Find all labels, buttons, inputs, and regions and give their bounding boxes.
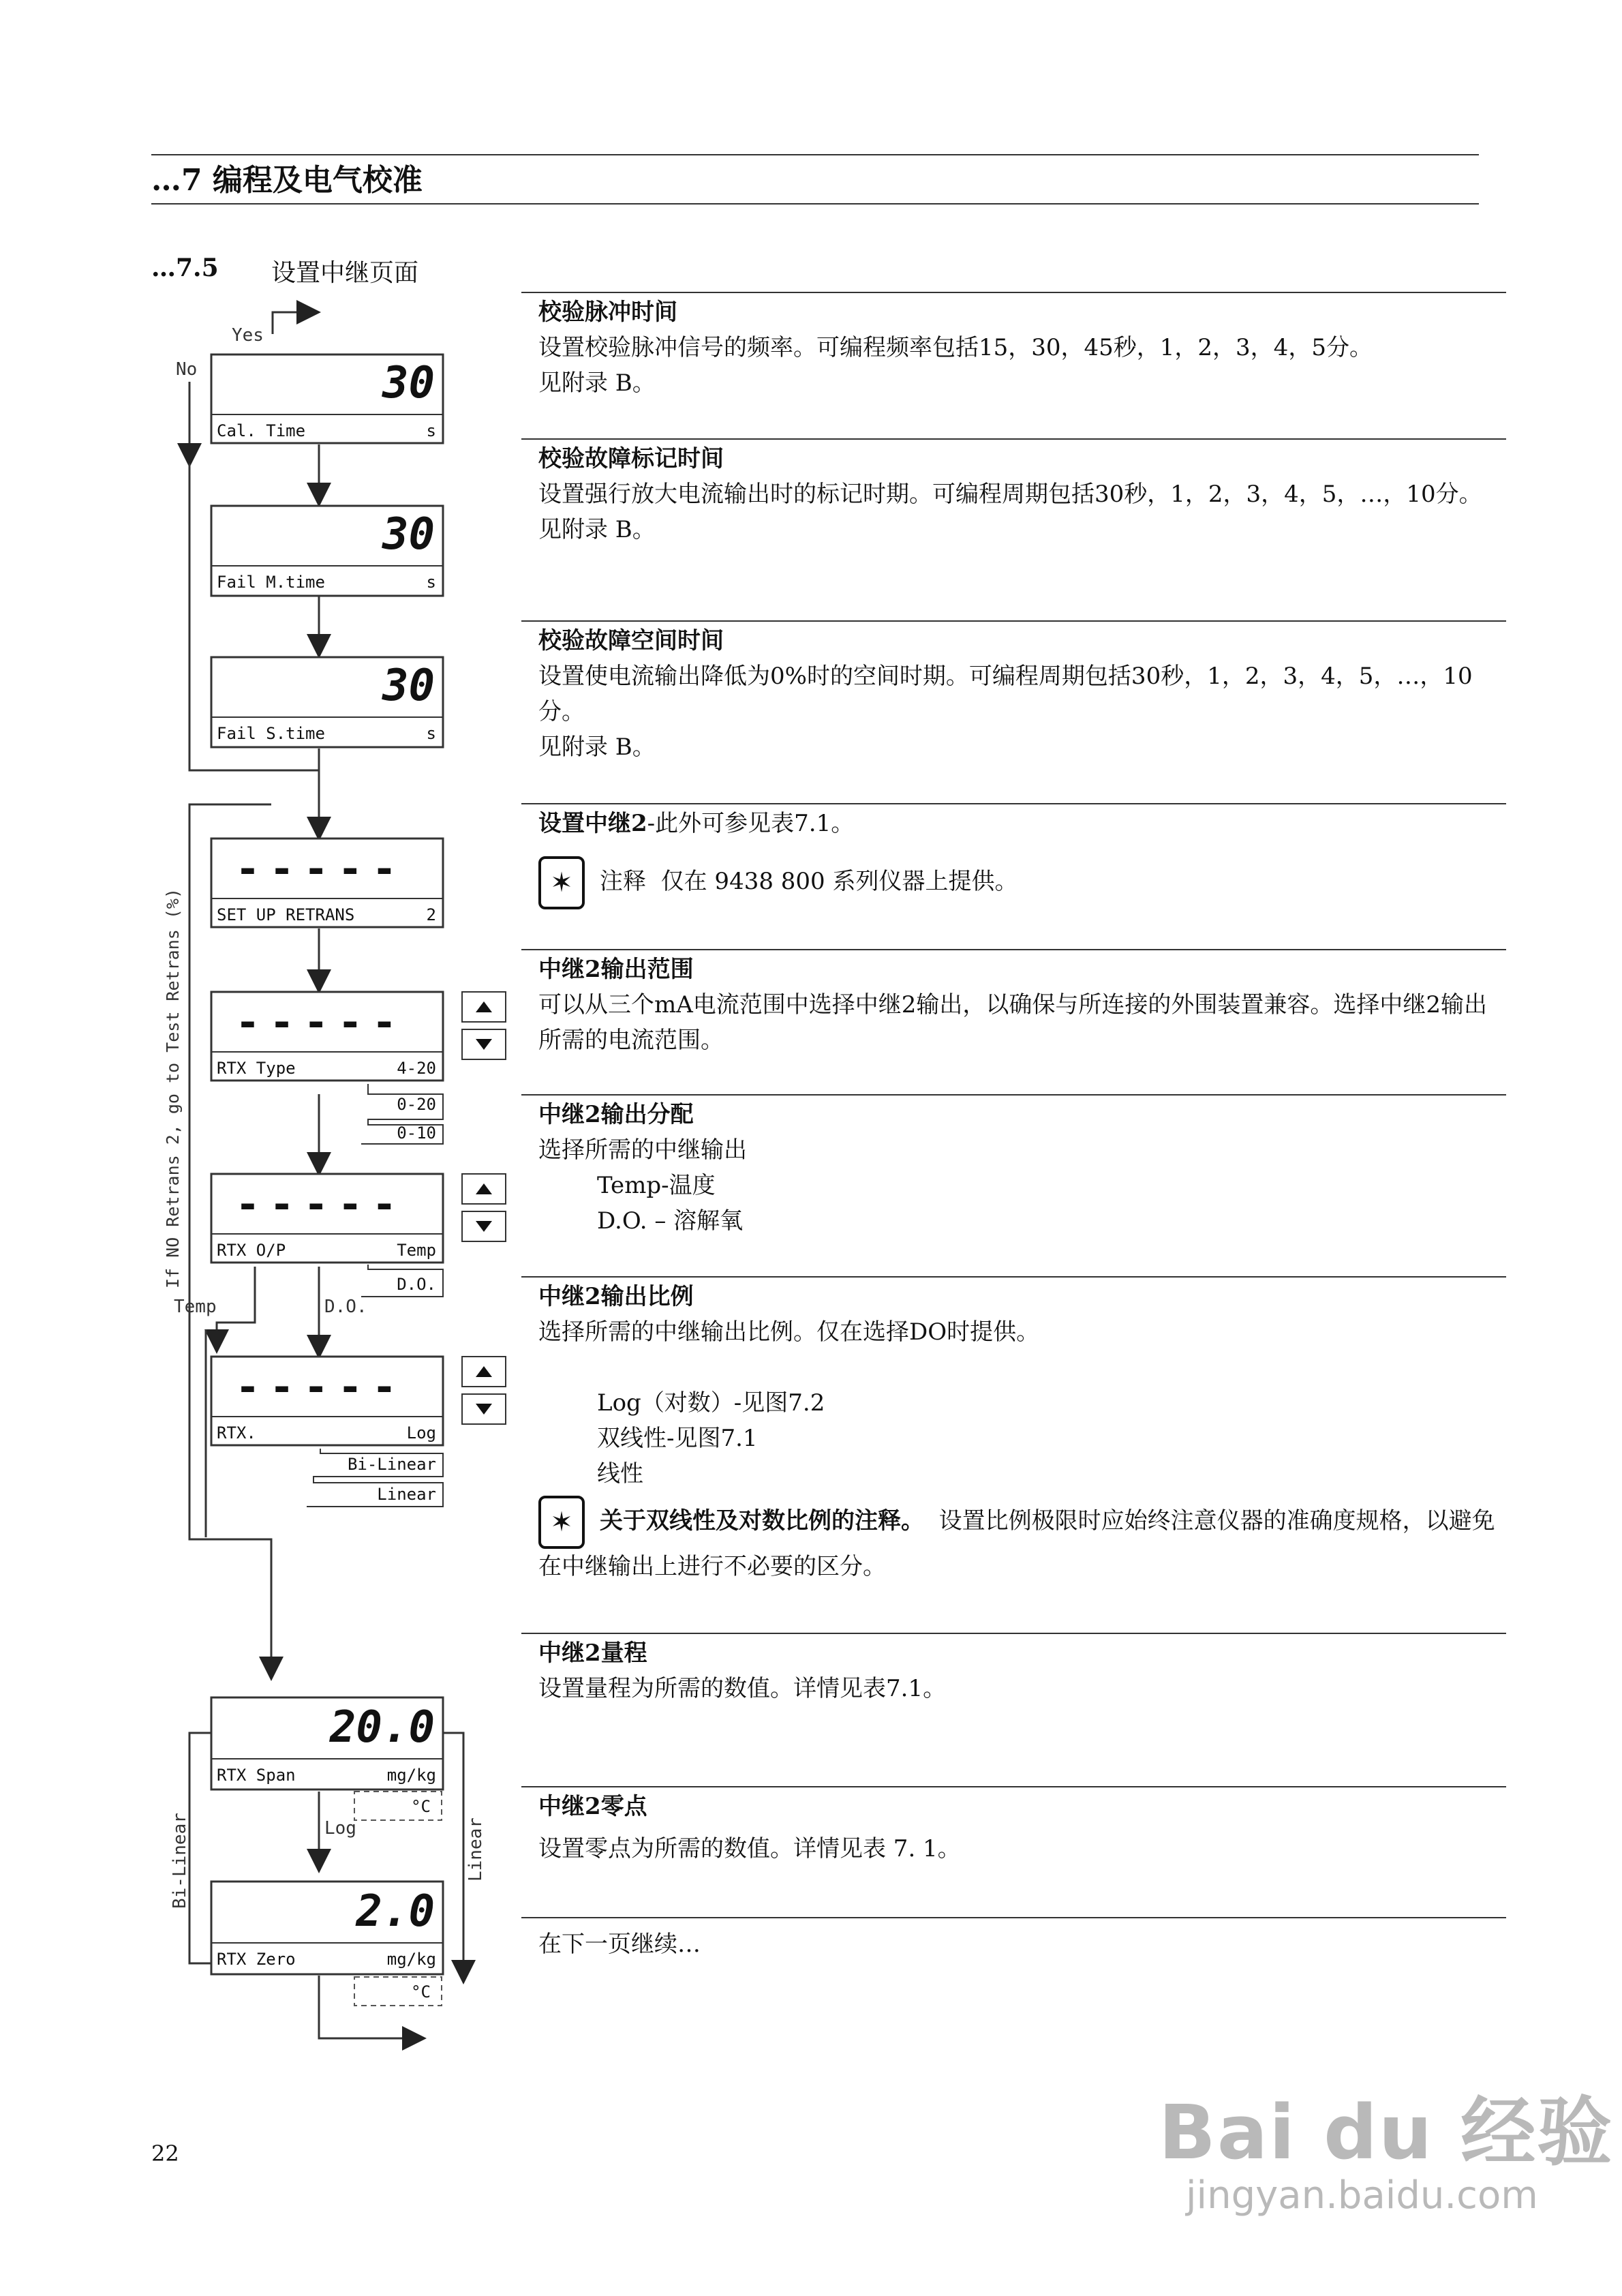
display-value: 30 xyxy=(382,358,435,408)
display-label: Cal. Time xyxy=(217,421,306,440)
log-path-label: Log xyxy=(324,1818,356,1839)
display-unit: Log xyxy=(406,1423,436,1442)
option-temp: Temp-温度 xyxy=(597,1172,716,1199)
display-cal-time xyxy=(211,354,443,443)
section-rtx-scale xyxy=(538,1279,1506,1584)
display-alt-2: Linear xyxy=(377,1485,436,1504)
display-value: ----- xyxy=(235,999,406,1046)
section-cal-time xyxy=(538,294,1506,401)
display-label: Fail M.time xyxy=(217,573,325,592)
section-title: 校验故障空间时间 xyxy=(538,627,724,654)
display-alt-1: °C xyxy=(411,1982,431,2002)
section-title: 中继2量程 xyxy=(538,1640,647,1667)
watermark-brand: Bai du 经验 xyxy=(1159,2089,1614,2176)
section-body: 设置量程为所需的数值。详情见表7.1。 xyxy=(538,1675,947,1702)
watermark-url: jingyan.baidu.com xyxy=(1186,2173,1538,2218)
option-do: D.O. – 溶解氧 xyxy=(597,1207,744,1235)
section-fail-m-time xyxy=(538,441,1506,547)
display-unit: mg/kg xyxy=(386,1766,436,1785)
display-value: ----- xyxy=(235,1363,406,1411)
display-rtx-op xyxy=(211,1174,443,1297)
display-rtx-zero xyxy=(211,1882,443,2006)
note-text: 设置比例极限时应始终注意仪器的准确度规格，以避免在中继输出上进行不必要的区分。 xyxy=(538,1507,1495,1580)
display-alt-1: °C xyxy=(411,1797,431,1816)
note-icon: ✶ xyxy=(538,1496,585,1549)
display-alt-2: 0-10 xyxy=(397,1123,436,1143)
display-label: RTX. xyxy=(217,1423,256,1442)
section-body: 设置使电流输出降低为0%时的空间时期。可编程周期包括30秒，1，2，3，4，5，…，10 分。 xyxy=(538,663,1473,725)
display-value: ----- xyxy=(235,1181,406,1228)
section-title: 设置中继2 xyxy=(538,810,647,837)
display-setup-retrans xyxy=(211,839,443,927)
display-value: 2.0 xyxy=(356,1886,435,1937)
display-value: ----- xyxy=(235,845,406,893)
display-unit: s xyxy=(426,573,436,592)
up-down-keys-scale xyxy=(462,1357,506,1424)
retrans-side-label: If NO Retrans 2, go to Test Retrans (%) xyxy=(163,888,183,1288)
do-branch-label: D.O. xyxy=(324,1297,367,1317)
display-rtx-span xyxy=(211,1697,443,1820)
section-body: 选择所需的中继输出比例。仅在选择DO时提供。 xyxy=(538,1318,1040,1346)
display-unit: Temp xyxy=(397,1241,436,1260)
linear-side-label: Linear xyxy=(465,1817,486,1882)
watermark xyxy=(1159,2072,1613,2218)
chapter-heading: …7 编程及电气校准 xyxy=(151,163,423,198)
display-value: 30 xyxy=(382,509,435,560)
continued-note: 在下一页继续… xyxy=(538,1931,701,1958)
option-linear: 线性 xyxy=(597,1460,643,1487)
section-ref: 见附录 B。 xyxy=(538,734,656,761)
section-title: 中继2零点 xyxy=(538,1793,647,1820)
section-title: 设置中继页面 xyxy=(271,259,419,287)
display-label: SET UP RETRANS xyxy=(217,905,355,924)
up-down-keys-op xyxy=(462,1174,506,1241)
display-value: 30 xyxy=(382,661,435,711)
display-unit: 2 xyxy=(426,905,436,924)
section-body: 设置校验脉冲信号的频率。可编程频率包括15，30，45秒，1，2，3，4，5分。 xyxy=(538,334,1373,361)
section-rtx-op xyxy=(538,1097,1506,1239)
display-label: RTX Zero xyxy=(217,1950,296,1969)
section-title: 中继2输出范围 xyxy=(538,956,694,983)
display-label: RTX Type xyxy=(217,1059,296,1078)
section-setup-retrans xyxy=(538,806,1506,909)
note-label: 注释 xyxy=(600,868,646,895)
note-text: 仅在 9438 800 系列仪器上提供。 xyxy=(660,868,1018,895)
option-bi-linear: 双线性-见图7.1 xyxy=(597,1425,758,1452)
section-rtx-type xyxy=(538,952,1506,1058)
yes-label: Yes xyxy=(232,325,264,346)
option-log: Log（对数）-见图7.2 xyxy=(597,1389,825,1417)
section-title: 中继2输出比例 xyxy=(538,1283,694,1310)
section-body: 设置零点为所需的数值。详情见表 7. 1。 xyxy=(538,1835,961,1862)
section-title: 校验脉冲时间 xyxy=(538,299,677,326)
display-fail-m-time xyxy=(211,506,443,596)
display-fail-s-time xyxy=(211,657,443,747)
section-body: 可以从三个mA电流范围中选择中继2输出，以确保与所连接的外围装置兼容。选择中继2输出所需的电流范围。 xyxy=(538,991,1488,1054)
display-unit: s xyxy=(426,724,436,743)
section-body: 选择所需的中继输出 xyxy=(538,1136,747,1164)
display-value: 20.0 xyxy=(329,1702,435,1753)
section-ref: 见附录 B。 xyxy=(538,369,656,397)
display-label: Fail S.time xyxy=(217,724,325,743)
display-alt-1: 0-20 xyxy=(397,1095,436,1114)
section-fail-s-time xyxy=(538,623,1506,765)
section-zero xyxy=(538,1789,1506,1867)
display-label: RTX Span xyxy=(217,1766,296,1785)
note-bold: 关于双线性及对数比例的注释。 xyxy=(600,1507,924,1535)
temp-branch-label: Temp xyxy=(174,1297,217,1317)
section-title: 校验故障标记时间 xyxy=(538,445,724,472)
display-rtx-type xyxy=(211,992,443,1144)
bi-linear-side-label: Bi-Linear xyxy=(170,1813,190,1909)
display-rtx-scale xyxy=(211,1357,443,1507)
section-span xyxy=(538,1635,1506,1706)
display-alt-1: D.O. xyxy=(397,1275,436,1294)
section-title: 中继2输出分配 xyxy=(538,1101,694,1128)
flow-diagram xyxy=(0,0,518,2086)
display-unit: 4-20 xyxy=(397,1059,436,1078)
no-label: No xyxy=(176,359,198,380)
up-down-keys-type xyxy=(462,992,506,1059)
display-unit: mg/kg xyxy=(386,1950,436,1969)
section-body: 设置强行放大电流输出时的标记时期。可编程周期包括30秒，1，2，3，4，5，…，10分。 xyxy=(538,481,1482,508)
section-number: …7.5 xyxy=(151,254,219,282)
display-label: RTX O/P xyxy=(217,1241,286,1260)
section-ref: 见附录 B。 xyxy=(538,516,656,543)
page-number: 22 xyxy=(151,2141,179,2166)
section-title-suffix: -此外可参见表7.1。 xyxy=(647,810,855,837)
display-alt-1: Bi-Linear xyxy=(347,1455,436,1474)
note-icon: ✶ xyxy=(538,856,585,909)
display-unit: s xyxy=(426,421,436,440)
